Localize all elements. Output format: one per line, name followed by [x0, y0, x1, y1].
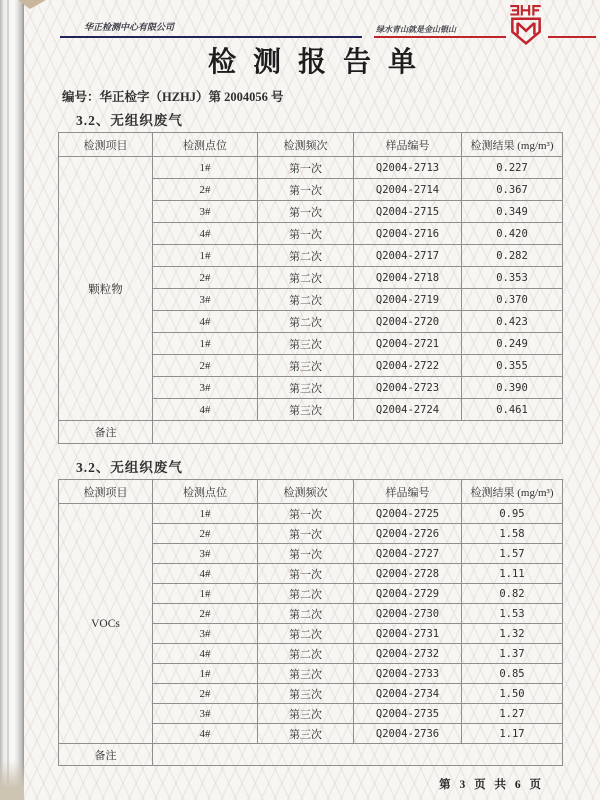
point-cell: 1#: [153, 664, 258, 684]
point-cell: 1#: [153, 584, 258, 604]
masthead: [24, 0, 600, 46]
col-header-result: 检测结果 (mg/m³): [462, 133, 563, 157]
point-cell: 4#: [153, 724, 258, 744]
section-heading: 3.2、无组织废气: [76, 460, 183, 475]
frequency-cell: 第一次: [258, 564, 354, 584]
result-cell: 1.27: [462, 704, 563, 724]
result-cell: 0.420: [462, 223, 563, 245]
point-cell: 1#: [153, 504, 258, 524]
result-cell: 0.390: [462, 377, 563, 399]
sample-id-cell: Q2004-2720: [354, 311, 462, 333]
page-number: 第 3 页 共 6 页: [439, 779, 544, 791]
frequency-cell: 第二次: [258, 267, 354, 289]
frequency-cell: 第二次: [258, 311, 354, 333]
point-cell: 1#: [153, 245, 258, 267]
result-cell: 0.461: [462, 399, 563, 421]
result-cell: 0.349: [462, 201, 563, 223]
sample-id-cell: Q2004-2732: [354, 644, 462, 664]
huazheng-logo-icon: [507, 4, 545, 51]
sample-id-cell: Q2004-2727: [354, 544, 462, 564]
point-cell: 4#: [153, 399, 258, 421]
report-page: [24, 0, 600, 800]
sample-id-cell: Q2004-2718: [354, 267, 462, 289]
point-cell: 2#: [153, 684, 258, 704]
point-cell: 2#: [153, 355, 258, 377]
sample-id-cell: Q2004-2713: [354, 157, 462, 179]
remark-value: [153, 744, 563, 766]
frequency-cell: 第三次: [258, 377, 354, 399]
scan-corner-shadow: [0, 760, 24, 800]
point-cell: 2#: [153, 267, 258, 289]
point-cell: 2#: [153, 524, 258, 544]
sample-id-cell: Q2004-2728: [354, 564, 462, 584]
frequency-cell: 第一次: [258, 179, 354, 201]
frequency-cell: 第一次: [258, 157, 354, 179]
frequency-cell: 第一次: [258, 544, 354, 564]
frequency-cell: 第三次: [258, 724, 354, 744]
result-cell: 0.82: [462, 584, 563, 604]
point-cell: 4#: [153, 311, 258, 333]
sample-id-cell: Q2004-2714: [354, 179, 462, 201]
point-cell: 3#: [153, 201, 258, 223]
sample-id-cell: Q2004-2736: [354, 724, 462, 744]
table-header-row: [59, 133, 563, 157]
result-cell: 1.58: [462, 524, 563, 544]
sample-id-cell: Q2004-2717: [354, 245, 462, 267]
result-cell: 0.85: [462, 664, 563, 684]
point-cell: 2#: [153, 179, 258, 201]
section-heading: 3.2、无组织废气: [76, 113, 183, 128]
vocs-table: [58, 479, 563, 766]
sample-id-cell: Q2004-2722: [354, 355, 462, 377]
col-header-point: 检测点位: [153, 133, 258, 157]
result-cell: 1.53: [462, 604, 563, 624]
col-header-frequency: 检测频次: [258, 133, 354, 157]
col-header-sample-id: 样品编号: [354, 133, 462, 157]
point-cell: 4#: [153, 644, 258, 664]
point-cell: 3#: [153, 624, 258, 644]
page-title: 检测报告单: [207, 47, 433, 78]
result-cell: 0.227: [462, 157, 563, 179]
sample-id-cell: Q2004-2733: [354, 664, 462, 684]
company-name: 华正检测中心有限公司: [84, 22, 175, 32]
result-cell: 1.50: [462, 684, 563, 704]
red-rule-left: [374, 36, 506, 38]
sample-id-cell: Q2004-2715: [354, 201, 462, 223]
frequency-cell: 第二次: [258, 584, 354, 604]
sample-id-cell: Q2004-2729: [354, 584, 462, 604]
frequency-cell: 第一次: [258, 201, 354, 223]
col-header-sample-id: 样品编号: [354, 480, 462, 504]
sample-id-cell: Q2004-2721: [354, 333, 462, 355]
sample-id-cell: Q2004-2726: [354, 524, 462, 544]
sample-id-cell: Q2004-2723: [354, 377, 462, 399]
col-header-item: 检测项目: [59, 480, 153, 504]
navy-rule: [60, 36, 362, 38]
result-cell: 0.370: [462, 289, 563, 311]
point-cell: 3#: [153, 704, 258, 724]
frequency-cell: 第三次: [258, 333, 354, 355]
result-cell: 0.367: [462, 179, 563, 201]
report-content: [24, 0, 600, 800]
sample-id-cell: Q2004-2734: [354, 684, 462, 704]
frequency-cell: 第一次: [258, 524, 354, 544]
col-header-item: 检测项目: [59, 133, 153, 157]
scan-underpage-edge: [0, 0, 24, 800]
red-rule-right: [548, 36, 596, 38]
result-cell: 1.37: [462, 644, 563, 664]
frequency-cell: 第二次: [258, 289, 354, 311]
result-cell: 0.249: [462, 333, 563, 355]
frequency-cell: 第一次: [258, 223, 354, 245]
slogan-text: 绿水青山就是金山银山: [376, 25, 456, 34]
result-cell: 0.282: [462, 245, 563, 267]
remark-row: [59, 421, 563, 444]
sample-id-cell: Q2004-2735: [354, 704, 462, 724]
scan-seam: [7, 0, 9, 800]
frequency-cell: 第二次: [258, 604, 354, 624]
sample-id-cell: Q2004-2716: [354, 223, 462, 245]
col-header-point: 检测点位: [153, 480, 258, 504]
point-cell: 1#: [153, 333, 258, 355]
frequency-cell: 第三次: [258, 399, 354, 421]
point-cell: 3#: [153, 289, 258, 311]
section-particulate: [24, 109, 600, 444]
frequency-cell: 第三次: [258, 355, 354, 377]
point-cell: 3#: [153, 544, 258, 564]
frequency-cell: 第一次: [258, 504, 354, 524]
frequency-cell: 第二次: [258, 624, 354, 644]
result-cell: 1.17: [462, 724, 563, 744]
col-header-frequency: 检测频次: [258, 480, 354, 504]
sample-id-cell: Q2004-2725: [354, 504, 462, 524]
point-cell: 1#: [153, 157, 258, 179]
frequency-cell: 第三次: [258, 684, 354, 704]
report-number: 编号：华正检字（HZHJ）第 2004056 号: [62, 90, 284, 104]
sample-id-cell: Q2004-2731: [354, 624, 462, 644]
result-cell: 1.32: [462, 624, 563, 644]
table-row: [59, 504, 563, 524]
sample-id-cell: Q2004-2724: [354, 399, 462, 421]
frequency-cell: 第三次: [258, 664, 354, 684]
table-row: [59, 157, 563, 179]
point-cell: 2#: [153, 604, 258, 624]
remark-label: 备注: [59, 744, 153, 766]
remark-label: 备注: [59, 421, 153, 444]
remark-value: [153, 421, 563, 444]
point-cell: 4#: [153, 223, 258, 245]
frequency-cell: 第二次: [258, 644, 354, 664]
remark-row: [59, 744, 563, 766]
result-cell: 0.423: [462, 311, 563, 333]
sample-id-cell: Q2004-2730: [354, 604, 462, 624]
point-cell: 4#: [153, 564, 258, 584]
col-header-result: 检测结果 (mg/m³): [462, 480, 563, 504]
item-cell: 颗粒物: [59, 157, 153, 421]
item-cell: VOCs: [59, 504, 153, 744]
particulate-table: [58, 132, 563, 444]
result-cell: 0.355: [462, 355, 563, 377]
result-cell: 0.353: [462, 267, 563, 289]
point-cell: 3#: [153, 377, 258, 399]
frequency-cell: 第三次: [258, 704, 354, 724]
result-cell: 1.11: [462, 564, 563, 584]
sample-id-cell: Q2004-2719: [354, 289, 462, 311]
section-vocs: [24, 456, 600, 766]
result-cell: 0.95: [462, 504, 563, 524]
table-header-row: [59, 480, 563, 504]
frequency-cell: 第二次: [258, 245, 354, 267]
result-cell: 1.57: [462, 544, 563, 564]
